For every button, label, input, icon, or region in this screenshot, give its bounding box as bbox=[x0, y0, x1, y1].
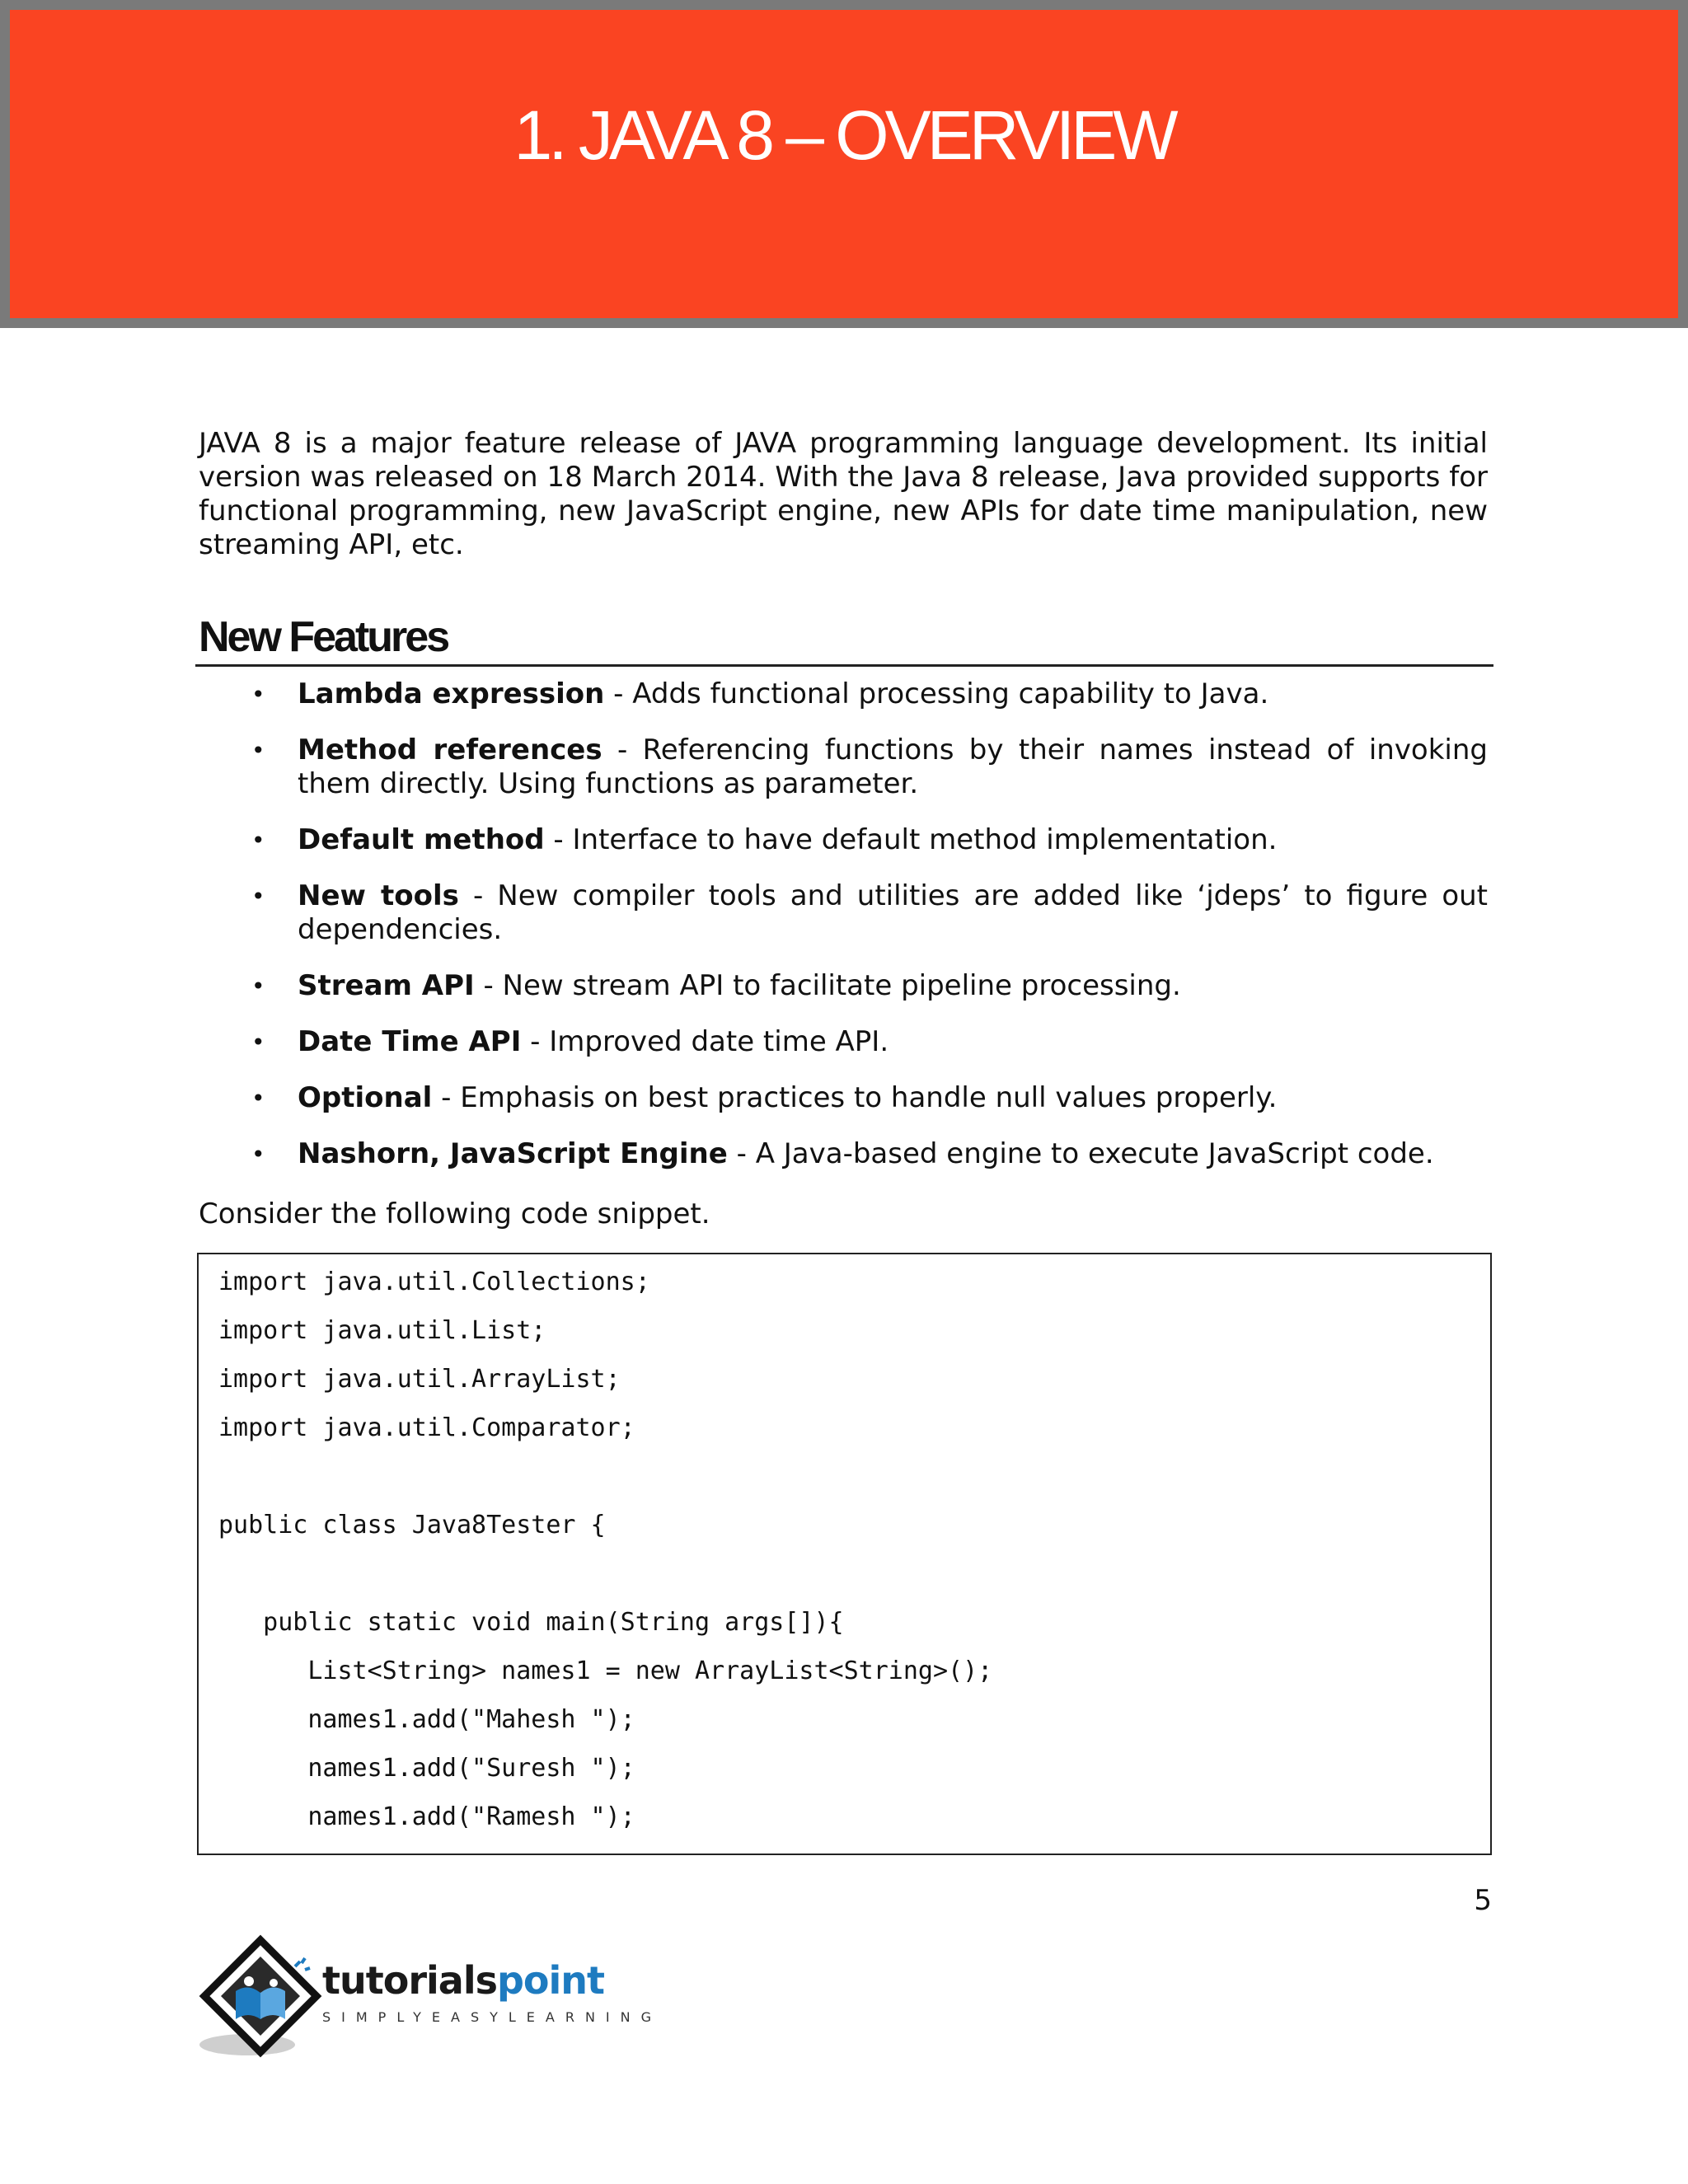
code-line: import java.util.Comparator; bbox=[218, 1413, 635, 1442]
bullet-icon: • bbox=[251, 1029, 265, 1056]
code-line: List<String> names1 = new ArrayList<String>(); bbox=[218, 1657, 993, 1685]
logo-wordmark bbox=[322, 1958, 604, 2003]
feature-item bbox=[199, 879, 1488, 947]
code-snippet bbox=[197, 1253, 1492, 1855]
feature-item bbox=[199, 823, 1488, 857]
feature-term: Date Time API bbox=[298, 1025, 522, 1058]
bullet-icon: • bbox=[251, 1085, 265, 1112]
bullet-icon: • bbox=[251, 681, 265, 708]
feature-description: - Adds functional processing capability to Java. bbox=[604, 677, 1269, 710]
feature-item bbox=[199, 969, 1488, 1003]
code-line: names1.add("Suresh "); bbox=[218, 1754, 635, 1783]
feature-list bbox=[199, 677, 1488, 1193]
bullet-icon: • bbox=[251, 827, 265, 854]
feature-term: Optional bbox=[298, 1081, 433, 1114]
feature-term: Stream API bbox=[298, 969, 475, 1002]
code-intro-text: Consider the following code snippet. bbox=[199, 1197, 710, 1230]
feature-item bbox=[199, 733, 1488, 801]
feature-description: - Emphasis on best practices to handle null values properly. bbox=[432, 1081, 1278, 1114]
bullet-icon: • bbox=[251, 737, 265, 764]
code-line: names1.add("Mahesh "); bbox=[218, 1705, 635, 1734]
feature-item bbox=[199, 1081, 1488, 1115]
section-heading: New Features bbox=[199, 613, 448, 661]
code-line: names1.add("Ramesh "); bbox=[218, 1802, 635, 1831]
chapter-title: 1. JAVA 8 – OVERVIEW bbox=[513, 96, 1175, 174]
feature-description: - Improved date time API. bbox=[521, 1025, 889, 1058]
feature-item bbox=[199, 677, 1488, 711]
feature-item bbox=[199, 1025, 1488, 1059]
feature-description: - New stream API to facilitate pipeline processing. bbox=[474, 969, 1181, 1002]
code-line: public class Java8Tester { bbox=[218, 1511, 606, 1540]
logo-tagline: SIMPLYEASYLEARNING bbox=[322, 2009, 663, 2025]
code-line: import java.util.Collections; bbox=[218, 1268, 650, 1296]
feature-description: - Referencing functions by their names instead of invoking them directly. Using functions as parameter. bbox=[298, 733, 1489, 800]
bullet-icon: • bbox=[251, 1141, 265, 1168]
feature-description: - A Java-based engine to execute JavaScript code. bbox=[727, 1137, 1434, 1170]
code-line: public static void main(String args[]){ bbox=[218, 1608, 844, 1637]
feature-description: - Interface to have default method implementation. bbox=[544, 823, 1278, 856]
code-line: import java.util.List; bbox=[218, 1316, 546, 1345]
feature-term: Lambda expression bbox=[298, 677, 605, 710]
feature-description: - New compiler tools and utilities are added like ‘jdeps’ to figure out dependencies. bbox=[298, 879, 1488, 946]
feature-term: Method references bbox=[298, 733, 603, 766]
bullet-icon: • bbox=[251, 883, 265, 910]
feature-term: Default method bbox=[298, 823, 545, 856]
code-line: import java.util.ArrayList; bbox=[218, 1365, 621, 1394]
intro-paragraph: JAVA 8 is a major feature release of JAVA programming language development. Its initial version was released on 18 March 2014. With the Java 8 release, Java provided supports for functional programming, new JavaScript engine, new APIs for date time manipulation, new streaming API, etc. bbox=[199, 427, 1488, 561]
logo-word-point: point bbox=[496, 1958, 605, 2003]
feature-term: Nashorn, JavaScript Engine bbox=[298, 1137, 728, 1170]
tutorialspoint-logo bbox=[196, 1933, 663, 2065]
feature-item bbox=[199, 1137, 1488, 1171]
heading-divider bbox=[195, 664, 1493, 667]
bullet-icon: • bbox=[251, 972, 265, 1000]
feature-term: New tools bbox=[298, 879, 459, 912]
chapter-banner bbox=[0, 0, 1688, 328]
logo-word-tutorials: tutorials bbox=[322, 1958, 497, 2003]
tutorialspoint-book-icon bbox=[196, 1933, 328, 2065]
page-number: 5 bbox=[1474, 1884, 1492, 1917]
